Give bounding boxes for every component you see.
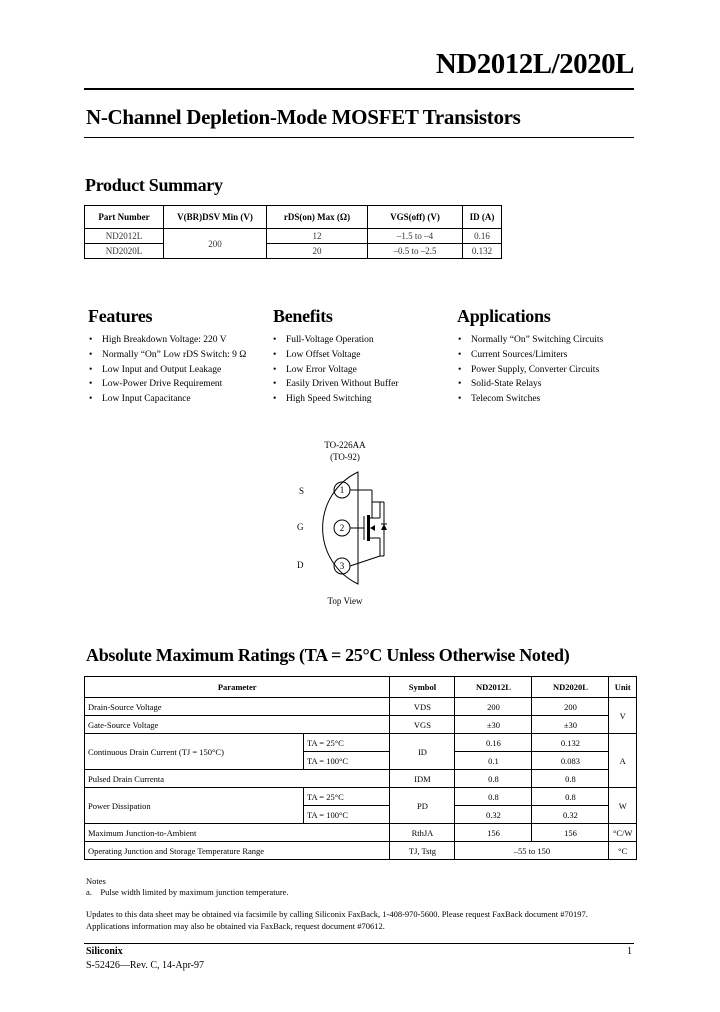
value-cell: ±30 bbox=[532, 716, 609, 734]
table-header-row bbox=[85, 677, 637, 698]
to92-package-diagram bbox=[300, 462, 410, 597]
param-cell: Maximum Junction-to-Ambient bbox=[85, 824, 390, 842]
unit-cell: W bbox=[609, 788, 637, 824]
condition-cell: TA = 25°C bbox=[304, 734, 390, 752]
value-cell: 156 bbox=[532, 824, 609, 842]
id-cell: 0.132 bbox=[463, 244, 502, 259]
title-rule bbox=[84, 137, 634, 138]
pin-number-3: 3 bbox=[339, 561, 345, 571]
part-cell: ND2020L bbox=[85, 244, 164, 259]
list-item: • Low Input Capacitance bbox=[89, 392, 246, 407]
value-cell: –55 to 150 bbox=[455, 842, 609, 860]
ratings-heading: Absolute Maximum Ratings (TA = 25°C Unless Otherwise Noted) bbox=[86, 645, 570, 665]
table-row bbox=[85, 788, 637, 806]
part-cell: ND2012L bbox=[85, 229, 164, 244]
faxback-app-note: Applications information may also be obtained via FaxBack, request document #70612. bbox=[86, 921, 385, 931]
value-cell: 0.1 bbox=[455, 752, 532, 770]
col-id: ID (A) bbox=[463, 206, 502, 229]
col-unit: Unit bbox=[609, 677, 637, 698]
condition-cell: TA = 25°C bbox=[304, 788, 390, 806]
unit-cell: °C bbox=[609, 842, 637, 860]
param-cell: Operating Junction and Storage Temperature Range bbox=[85, 842, 390, 860]
symbol-cell: VDS bbox=[390, 698, 455, 716]
col-parameter: Parameter bbox=[85, 677, 390, 698]
rds-cell: 20 bbox=[267, 244, 368, 259]
list-item: • Low Offset Voltage bbox=[273, 348, 398, 363]
param-cell: Pulsed Drain Currenta bbox=[85, 770, 390, 788]
pin-number-2: 2 bbox=[339, 523, 345, 533]
value-cell: 0.8 bbox=[532, 770, 609, 788]
ratings-table bbox=[84, 676, 637, 860]
footer-doc-number: S-52426—Rev. C, 14-Apr-97 bbox=[86, 960, 205, 971]
symbol-cell: PD bbox=[390, 788, 455, 824]
param-cell: Continuous Drain Current (TJ = 150°C) bbox=[85, 734, 304, 770]
pin-number-1: 1 bbox=[339, 485, 345, 495]
vbr-cell: 200 bbox=[164, 229, 267, 259]
value-cell: 0.8 bbox=[455, 770, 532, 788]
list-item: • Power Supply, Converter Circuits bbox=[458, 363, 603, 378]
list-item: • Normally “On” Low rDS Switch: 9 Ω bbox=[89, 348, 246, 363]
notes-title: Notes bbox=[86, 876, 106, 886]
value-cell: 200 bbox=[532, 698, 609, 716]
col-part-number: Part Number bbox=[85, 206, 164, 229]
symbol-cell: ID bbox=[390, 734, 455, 770]
product-summary-table bbox=[84, 205, 502, 259]
footer-rule bbox=[84, 943, 634, 944]
pin-label-s: S bbox=[299, 486, 305, 496]
list-item: • Solid-State Relays bbox=[458, 377, 603, 392]
footer-page-number: 1 bbox=[627, 946, 632, 957]
col-nd2012l: ND2012L bbox=[455, 677, 532, 698]
table-row bbox=[85, 824, 637, 842]
value-cell: 0.8 bbox=[455, 788, 532, 806]
list-item: • Low Error Voltage bbox=[273, 363, 398, 378]
list-item: • Low-Power Drive Requirement bbox=[89, 377, 246, 392]
symbol-cell: RthJA bbox=[390, 824, 455, 842]
col-rds: rDS(on) Max (Ω) bbox=[267, 206, 368, 229]
note-a: a. Pulse width limited by maximum junction temperature. bbox=[86, 887, 289, 897]
applications-list bbox=[458, 333, 603, 407]
benefits-heading: Benefits bbox=[273, 306, 333, 326]
unit-cell: °C/W bbox=[609, 824, 637, 842]
symbol-cell: TJ, Tstg bbox=[390, 842, 455, 860]
product-summary-heading: Product Summary bbox=[85, 175, 223, 195]
applications-heading: Applications bbox=[457, 306, 551, 326]
pin-label-g: G bbox=[297, 522, 304, 532]
symbol-cell: VGS bbox=[390, 716, 455, 734]
package-name: TO-226AA bbox=[324, 440, 366, 450]
condition-cell: TA = 100°C bbox=[304, 806, 390, 824]
list-item: • Telecom Switches bbox=[458, 392, 603, 407]
value-cell: 0.32 bbox=[532, 806, 609, 824]
list-item: • High Speed Switching bbox=[273, 392, 398, 407]
condition-cell: TA = 100°C bbox=[304, 752, 390, 770]
header-rule bbox=[84, 88, 634, 90]
list-item: • High Breakdown Voltage: 220 V bbox=[89, 333, 246, 348]
value-cell: 0.8 bbox=[532, 788, 609, 806]
part-number-title: ND2012L/2020L bbox=[435, 48, 634, 80]
features-list bbox=[89, 333, 246, 407]
value-cell: 0.32 bbox=[455, 806, 532, 824]
value-cell: ±30 bbox=[455, 716, 532, 734]
unit-cell: V bbox=[609, 698, 637, 734]
col-symbol: Symbol bbox=[390, 677, 455, 698]
table-row bbox=[85, 734, 637, 752]
list-item: • Full-Voltage Operation bbox=[273, 333, 398, 348]
param-cell: Drain-Source Voltage bbox=[85, 698, 390, 716]
page-title: N-Channel Depletion-Mode MOSFET Transistors bbox=[86, 105, 521, 129]
pin-label-d: D bbox=[297, 560, 304, 570]
faxback-update-note: Updates to this data sheet may be obtained via facsimile by calling Siliconix FaxBack, 1-408-970-5600. Please request FaxBack document #70197. bbox=[86, 909, 588, 919]
table-row bbox=[85, 842, 637, 860]
param-cell: Power Dissipation bbox=[85, 788, 304, 824]
table-row bbox=[85, 716, 637, 734]
value-cell: 0.083 bbox=[532, 752, 609, 770]
table-row bbox=[85, 244, 502, 259]
value-cell: 200 bbox=[455, 698, 532, 716]
table-header-row bbox=[85, 206, 502, 229]
footer-company: Siliconix bbox=[86, 946, 123, 957]
value-cell: 156 bbox=[455, 824, 532, 842]
list-item: • Low Input and Output Leakage bbox=[89, 363, 246, 378]
symbol-cell: IDM bbox=[390, 770, 455, 788]
list-item: • Normally “On” Switching Circuits bbox=[458, 333, 603, 348]
top-view-label: Top View bbox=[327, 596, 363, 606]
value-cell: 0.16 bbox=[455, 734, 532, 752]
vgs-cell: –1.5 to –4 bbox=[368, 229, 463, 244]
table-row bbox=[85, 698, 637, 716]
id-cell: 0.16 bbox=[463, 229, 502, 244]
vgs-cell: –0.5 to –2.5 bbox=[368, 244, 463, 259]
value-cell: 0.132 bbox=[532, 734, 609, 752]
benefits-list bbox=[273, 333, 398, 407]
rds-cell: 12 bbox=[267, 229, 368, 244]
unit-cell: A bbox=[609, 734, 637, 788]
col-vbr: V(BR)DSV Min (V) bbox=[164, 206, 267, 229]
table-row bbox=[85, 229, 502, 244]
list-item: • Current Sources/Limiters bbox=[458, 348, 603, 363]
features-heading: Features bbox=[88, 306, 153, 326]
col-vgs: VGS(off) (V) bbox=[368, 206, 463, 229]
table-row bbox=[85, 770, 637, 788]
param-cell: Gate-Source Voltage bbox=[85, 716, 390, 734]
list-item: • Easily Driven Without Buffer bbox=[273, 377, 398, 392]
package-alt-name: (TO-92) bbox=[330, 452, 360, 462]
col-nd2020l: ND2020L bbox=[532, 677, 609, 698]
